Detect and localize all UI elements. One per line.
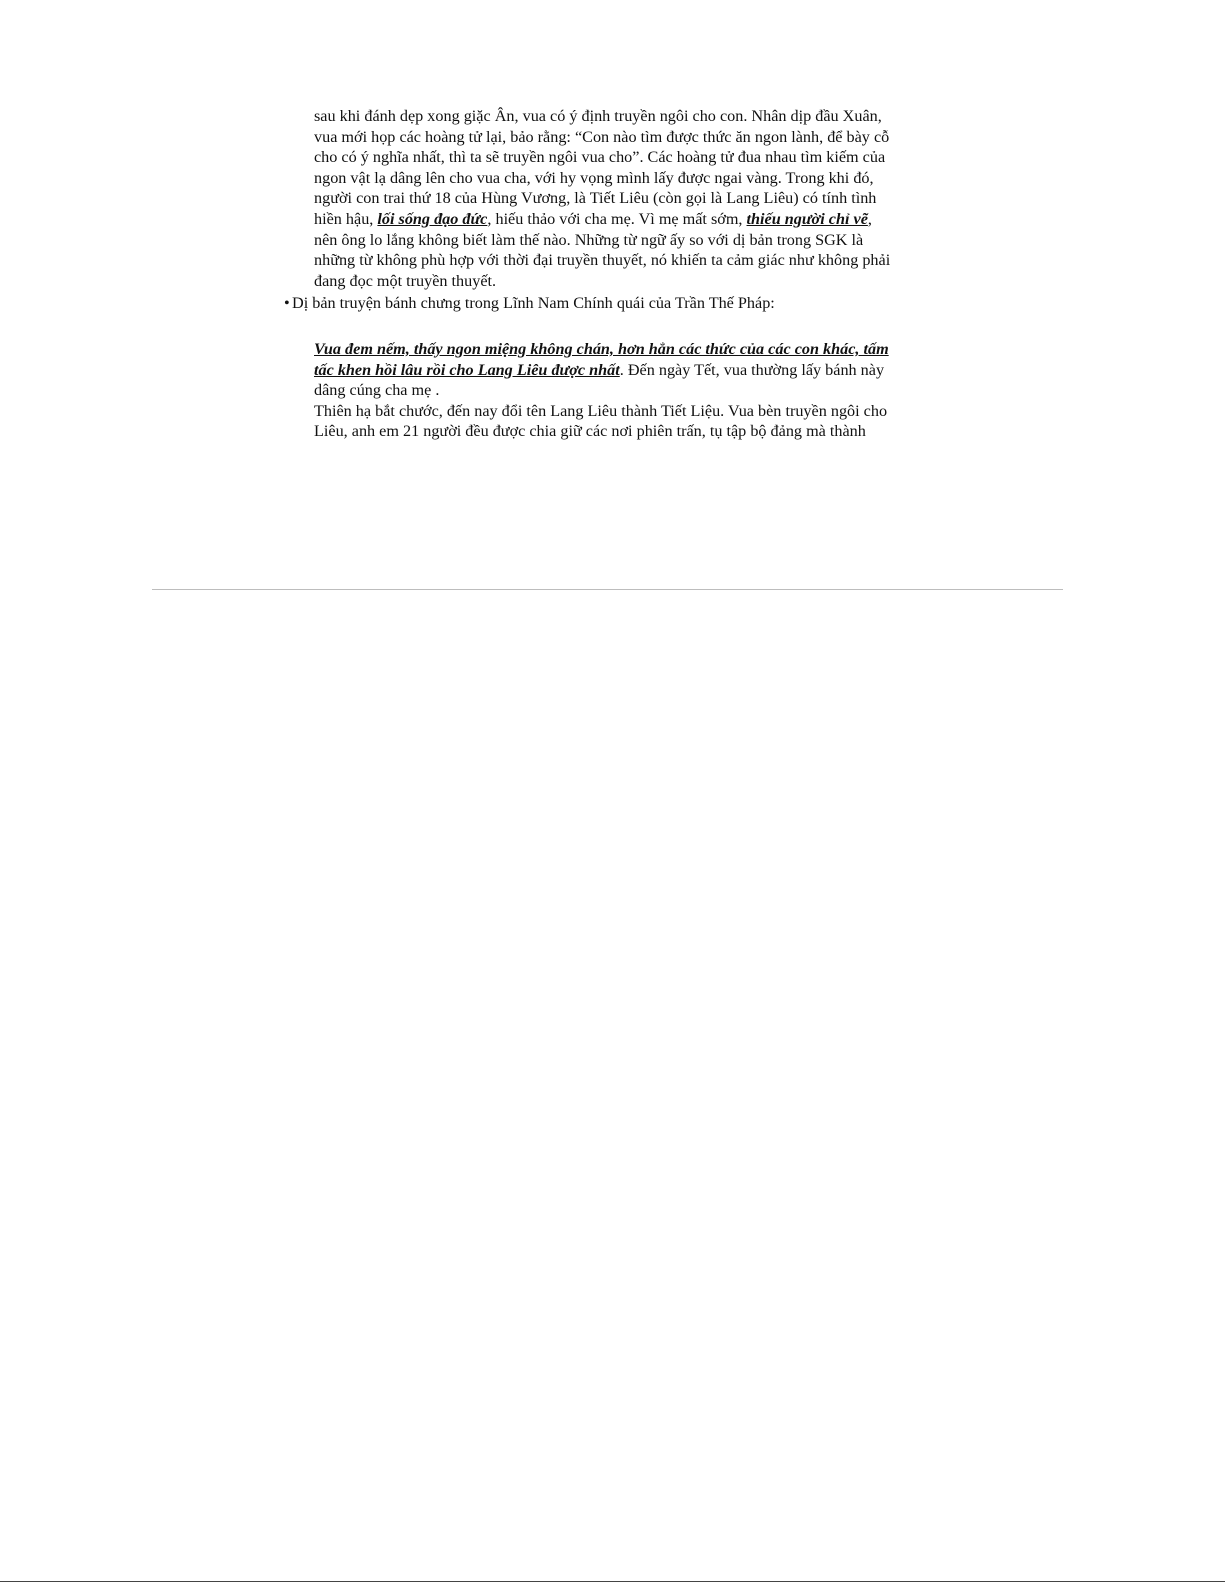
page-bottom-rule bbox=[0, 1581, 1225, 1582]
paragraph-story bbox=[314, 106, 964, 291]
emphasized-line: Vua đem nếm, thấy ngon miệng không chán, hơn hẳn các thức của các con khác, tấm bbox=[314, 340, 889, 358]
text-line: vua mới họp các hoàng tử lại, bảo rằng: “Con nào tìm được thức ăn ngon lành, để bày cỗ bbox=[314, 127, 890, 146]
text-line: dâng cúng cha mẹ . bbox=[314, 381, 440, 400]
emphasized-phrase: thiếu người chỉ vẽ bbox=[746, 209, 868, 228]
text-line: Liêu, anh em 21 người đều được chia giữ các nơi phiên trấn, tụ tập bộ đảng mà thành bbox=[314, 422, 866, 441]
page-divider bbox=[152, 589, 1063, 590]
text-segment: , bbox=[867, 209, 872, 228]
text-line: Thiên hạ bắt chước, đến nay đổi tên Lang Liêu thành Tiết Liệu. Vua bèn truyền ngôi cho bbox=[314, 401, 888, 420]
text-line: nên ông lo lắng không biết làm thế nào. Những từ ngữ ấy so với dị bản trong SGK là bbox=[314, 230, 864, 249]
text-line bbox=[314, 209, 964, 230]
text-line: người con trai thứ 18 của Hùng Vương, là Tiết Liêu (còn gọi là Lang Liêu) có tính tình bbox=[314, 189, 877, 208]
bullet-icon: • bbox=[284, 294, 290, 312]
text-line: cho có ý nghĩa nhất, thì ta sẽ truyền ngôi vua cho”. Các hoàng tử đua nhau tìm kiếm của bbox=[314, 148, 886, 167]
paragraph-variant bbox=[314, 339, 964, 442]
bullet-text: Dị bản truyện bánh chưng trong Lĩnh Nam Chính quái của Trần Thế Pháp: bbox=[292, 294, 775, 312]
emphasized-phrase: tấc khen hồi lâu rồi cho Lang Liêu được nhất bbox=[314, 360, 620, 379]
text-line: sau khi đánh dẹp xong giặc Ân, vua có ý định truyền ngôi cho con. Nhân dịp đầu Xuân, bbox=[314, 107, 882, 125]
text-segment: . Đến ngày Tết, vua thường lấy bánh này bbox=[619, 360, 885, 379]
text-line bbox=[314, 360, 964, 381]
text-segment: hiền hậu, bbox=[314, 209, 378, 228]
text-segment: , hiếu thảo với cha mẹ. Vì mẹ mất sớm, bbox=[487, 209, 747, 228]
text-line: ngon vật lạ dâng lên cho vua cha, với hy vọng mình lấy được ngai vàng. Trong khi đó, bbox=[314, 168, 874, 187]
text-line: những từ không phù hợp với thời đại truyền thuyết, nó khiến ta cảm giác như không phải bbox=[314, 251, 891, 270]
text-line: đang đọc một truyền thuyết. bbox=[314, 271, 497, 290]
bullet-item bbox=[284, 293, 775, 314]
emphasized-phrase: lối sống đạo đức bbox=[377, 209, 488, 228]
